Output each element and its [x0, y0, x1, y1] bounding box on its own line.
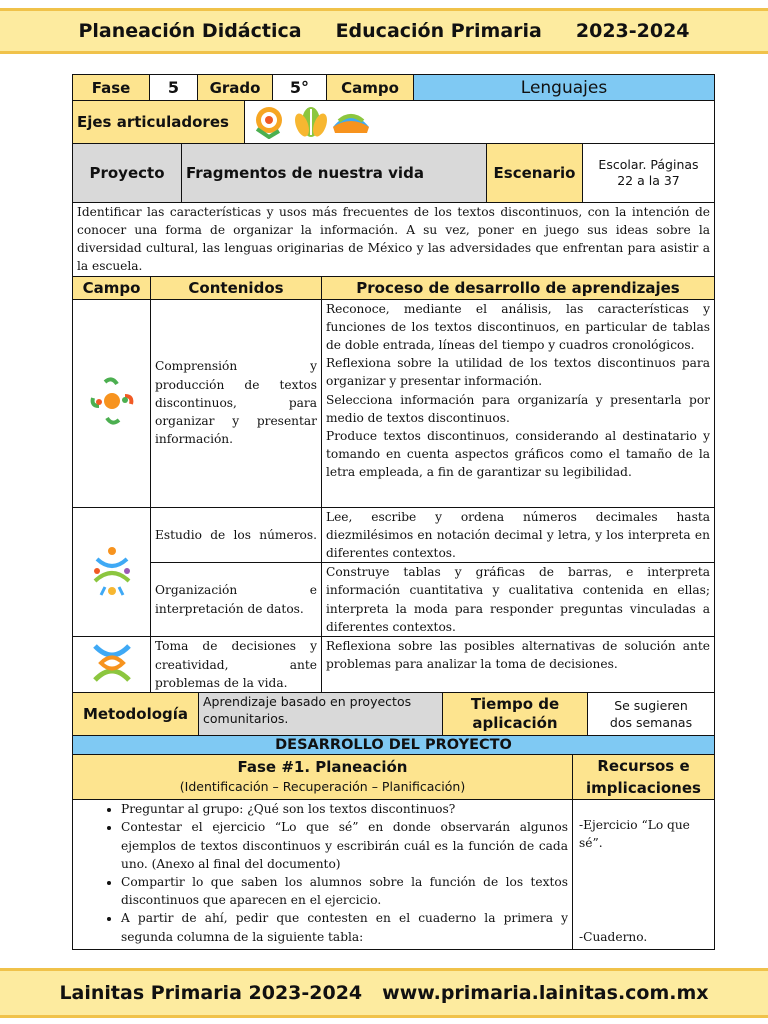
header-banner	[0, 8, 768, 54]
proceso-item: Selecciona información para organizaría y presentarla por medio de textos discontinuos.	[326, 392, 710, 425]
contenido-line: Estudio de los números.	[155, 527, 317, 542]
col-header-contenidos: Contenidos	[151, 277, 322, 299]
fase1-title: Fase #1. Planeación	[237, 758, 408, 777]
fase1-subtitle: (Identificación – Recuperación – Planificación)	[179, 779, 466, 795]
lenguajes-icon	[87, 374, 137, 428]
table-row	[73, 299, 715, 507]
humano-campo-cell	[73, 637, 151, 693]
proceso-cell-4: Reflexiona sobre las posibles alternativas de solución ante problemas para analizar la toma de decisiones.	[322, 637, 715, 693]
purpose-text: Identificar las características y usos más frecuentes de los textos discontinuos, con la intención de conocer una forma de organizar la información. A su vez, poner en juego sus ideas sobre la diversidad cultural, las lenguas originarias de México y las adversidades que enfrentan para asistir a la escuela.	[73, 203, 715, 277]
contenido-cell-1: Comprensión y producción de textos discontinuos, para organizar y presentar información.	[151, 299, 322, 507]
recurso-item: -Cuaderno.	[579, 930, 648, 945]
list-item: • A partir de ahí, pedir que contesten en el cuaderno la primera y segunda columna de la siguiente tabla:	[121, 909, 568, 945]
humano-icon	[87, 638, 137, 688]
fase1-table	[72, 755, 715, 950]
proceso-item: Produce textos discontinuos, considerando al destinatario y tomando en cuenta aspectos gráficos como el tamaño de la letra empleada, a fin de garantizar su legibilidad.	[326, 428, 710, 480]
fase1-header	[73, 755, 573, 800]
fase1-activities	[73, 800, 573, 950]
proceso-cell-3: Construye tablas y gráficas de barras, e interpreta información cuantitativa y cualitativa contenida en ellas; interpreta la moda para responder preguntas vinculadas a diferentes contextos.	[322, 563, 715, 637]
activities-list	[73, 800, 568, 946]
proceso-item: Reflexiona sobre la utilidad de los textos discontinuos para organizar y presentar información.	[326, 356, 710, 389]
col-header-campo: Campo	[73, 277, 151, 299]
contenido-cell-4: Toma de decisiones y creatividad, ante problemas de la vida.	[151, 637, 322, 693]
planning-sheet	[72, 74, 715, 950]
col-header-proceso: Proceso de desarrollo de aprendizajes	[322, 277, 715, 299]
ejes-table	[72, 101, 715, 144]
desarrollo-table	[72, 736, 715, 756]
tiempo-label: Tiempo de aplicación	[443, 693, 588, 735]
proyecto-table	[72, 144, 715, 203]
escenario-label: Escenario	[487, 144, 583, 202]
contents-table	[72, 277, 715, 693]
interculturalidad-icon	[333, 116, 369, 133]
footer-banner	[0, 968, 768, 1018]
list-item: • Compartir lo que saben los alumnos sobre la función de los textos discontinuos que aparecen en el ejercicio.	[121, 873, 568, 909]
proceso-item: Reconoce, mediante el análisis, las características y funciones de los textos discontinuos, en particular de tablas de doble entrada, líneas del tiempo y cuadros cronológicos.	[326, 301, 710, 352]
vida-saludable-icon	[292, 107, 329, 138]
recursos-label: Recursos e implicaciones	[573, 755, 715, 800]
recursos-cell	[573, 800, 715, 950]
contenido-cell-3: Organización e interpretación de datos.	[151, 563, 322, 637]
lenguajes-campo-cell	[73, 299, 151, 507]
recurso-item: -Ejercicio “Lo que sé”.	[579, 818, 690, 851]
header-level: Educación Primaria	[335, 20, 542, 42]
ejes-label: Ejes articuladores	[73, 101, 245, 144]
table-row	[73, 563, 715, 637]
contenido-cell-2	[151, 507, 322, 563]
table-row	[73, 507, 715, 563]
escenario-value: Escolar. Páginas 22 a la 37	[583, 144, 715, 202]
campo-label: Campo	[327, 75, 414, 101]
metodologia-table	[72, 693, 715, 736]
list-item: • Preguntar al grupo: ¿Qué son los textos discontinuos?	[121, 800, 568, 818]
campo-value: Lenguajes	[414, 75, 715, 101]
saberes-icon	[87, 543, 137, 597]
header-year: 2023-2024	[575, 20, 690, 42]
metodologia-value: Aprendizaje basado en proyectos comunitarios.	[199, 693, 443, 735]
footer-brand: Lainitas Primaria 2023-2024	[59, 982, 363, 1004]
footer-url: www.primaria.lainitas.com.mx	[382, 982, 709, 1004]
header-title: Planeación Didáctica	[78, 20, 302, 42]
fase-value: 5	[150, 75, 198, 101]
proyecto-label: Proyecto	[73, 144, 182, 202]
ejes-icons-svg	[249, 101, 379, 139]
ejes-icons	[245, 101, 715, 144]
saberes-campo-cell	[73, 507, 151, 637]
inclusion-icon	[256, 107, 282, 137]
proyecto-value: Fragmentos de nuestra vida	[182, 144, 487, 202]
grado-label: Grado	[198, 75, 273, 101]
info-table	[72, 74, 715, 101]
fase-label: Fase	[73, 75, 150, 101]
metodologia-label: Metodología	[73, 693, 199, 735]
table-row	[73, 637, 715, 693]
desarrollo-title: DESARROLLO DEL PROYECTO	[73, 736, 715, 755]
grado-value: 5°	[273, 75, 327, 101]
proceso-cell-1	[322, 299, 715, 507]
purpose-table	[72, 203, 715, 278]
list-item: • Contestar el ejercicio “Lo que sé” en donde observarán algunos ejemplos de textos discontinuos y escribirán cuál es la función de cada uno. (Anexo al final del documento)	[121, 818, 568, 873]
proceso-cell-2: Lee, escribe y ordena números decimales hasta diezmilésimos en notación decimal y letra, y los interpreta en diferentes contextos.	[322, 507, 715, 563]
tiempo-value: Se sugieren dos semanas	[588, 693, 715, 735]
